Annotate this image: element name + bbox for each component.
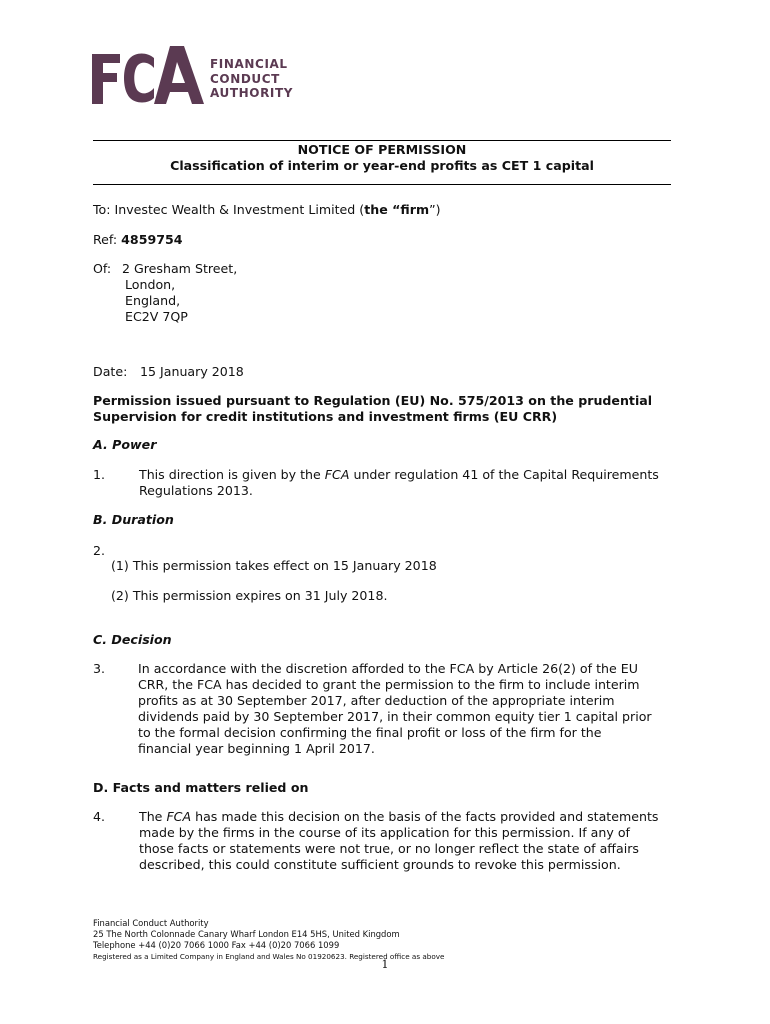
reference-line xyxy=(93,232,183,248)
address-label: Of: xyxy=(93,261,112,276)
logo-word-authority: AUTHORITY xyxy=(210,86,294,100)
logo-word-financial: FINANCIAL xyxy=(210,57,288,71)
section-a-line-2: Regulations 2013. xyxy=(139,483,253,498)
section-b-number: 2. xyxy=(93,543,106,558)
fca-logo xyxy=(92,46,302,106)
address-line-1: 2 Gresham Street, xyxy=(122,261,238,276)
notice-subtitle: Classification of interim or year-end profits as CET 1 capital xyxy=(170,158,594,173)
section-d-line-3: those facts or statements were not true, or no longer reflect the state of affairs xyxy=(139,841,639,856)
section-a-line-1 xyxy=(139,467,679,483)
address-block xyxy=(122,261,237,325)
fca-logo-mark xyxy=(92,46,204,106)
footer-phone: Telephone +44 (0)20 7066 1000 Fax +44 (0)20 7066 1099 xyxy=(93,940,340,950)
logo-word-conduct: CONDUCT xyxy=(210,71,280,86)
section-d-line-2: made by the firms in the course of its application for this permission. If any of xyxy=(139,825,630,840)
section-b-item-2: (2) This permission expires on 31 July 2018. xyxy=(111,588,388,603)
recipient-line xyxy=(93,202,441,218)
section-d-line-1 xyxy=(139,809,679,825)
section-d-line-4: described, this could constitute sufficient grounds to revoke this permission. xyxy=(139,857,621,872)
section-c-heading: C. Decision xyxy=(93,632,172,647)
fca-logo-words xyxy=(210,57,293,101)
section-d-line-1-start: The xyxy=(139,809,167,824)
address-line-4: EC2V 7QP xyxy=(125,309,188,324)
section-d-number: 4. xyxy=(93,809,106,824)
footer-address: 25 The North Colonnade Canary Wharf London E14 5HS, United Kingdom xyxy=(93,929,400,939)
section-c-line-3: profits as at 30 September 2017, after deduction of the appropriate interim xyxy=(138,693,615,708)
section-b-item-1: (1) This permission takes effect on 15 January 2018 xyxy=(111,558,437,573)
notice-title: NOTICE OF PERMISSION xyxy=(297,142,467,157)
reference-label: Ref: xyxy=(93,232,122,247)
section-c-line-6: financial year beginning 1 April 2017. xyxy=(138,741,375,756)
section-c-line-4: dividends paid by 30 September 2017, in their common equity tier 1 capital prior xyxy=(138,709,652,724)
reference-number: 4859754 xyxy=(121,232,183,247)
recipient-suffix: ”) xyxy=(429,202,441,217)
section-c-line-2: CRR, the FCA has decided to grant the permission to the firm to include interim xyxy=(138,677,640,692)
title-bottom-rule xyxy=(93,184,671,185)
section-d-fca: FCA xyxy=(166,809,192,824)
section-d-text xyxy=(139,809,679,873)
recipient-firm-term: the “firm xyxy=(364,202,430,217)
section-a-number: 1. xyxy=(93,467,106,482)
address-line-3: England, xyxy=(125,293,181,308)
address-line-2: London, xyxy=(125,277,176,292)
section-c-number: 3. xyxy=(93,661,106,676)
section-c-text xyxy=(138,661,678,757)
date-label: Date: xyxy=(93,364,128,379)
regulation-line-1: Permission issued pursuant to Regulation (EU) No. 575/2013 on the prudential xyxy=(93,393,653,408)
section-d-heading: D. Facts and matters relied on xyxy=(93,780,309,795)
section-a-line-1-end: under regulation 41 of the Capital Requirements xyxy=(349,467,659,482)
section-b-heading: B. Duration xyxy=(93,512,174,527)
section-a-text xyxy=(139,467,679,499)
section-a-fca: FCA xyxy=(324,467,350,482)
footer-registration: Registered as a Limited Company in England and Wales No 01920623. Registered office as above xyxy=(93,952,445,961)
regulation-line-2: Supervision for credit institutions and investment firms (EU CRR) xyxy=(93,409,558,424)
footer-org-name: Financial Conduct Authority xyxy=(93,918,209,928)
section-a-heading: A. Power xyxy=(93,437,157,452)
section-a-line-1-start: This direction is given by the xyxy=(139,467,325,482)
section-d-line-1-end: has made this decision on the basis of the facts provided and statements xyxy=(191,809,659,824)
section-c-line-1: In accordance with the discretion afforded to the FCA by Article 26(2) of the EU xyxy=(138,661,638,676)
page-number: 1 xyxy=(381,958,389,971)
page-footer xyxy=(93,918,444,962)
date-value: 15 January 2018 xyxy=(140,364,244,379)
section-c-line-5: to the formal decision confirming the final profit or loss of the firm for the xyxy=(138,725,602,740)
recipient-prefix: To: Investec Wealth & Investment Limited ( xyxy=(93,202,365,217)
